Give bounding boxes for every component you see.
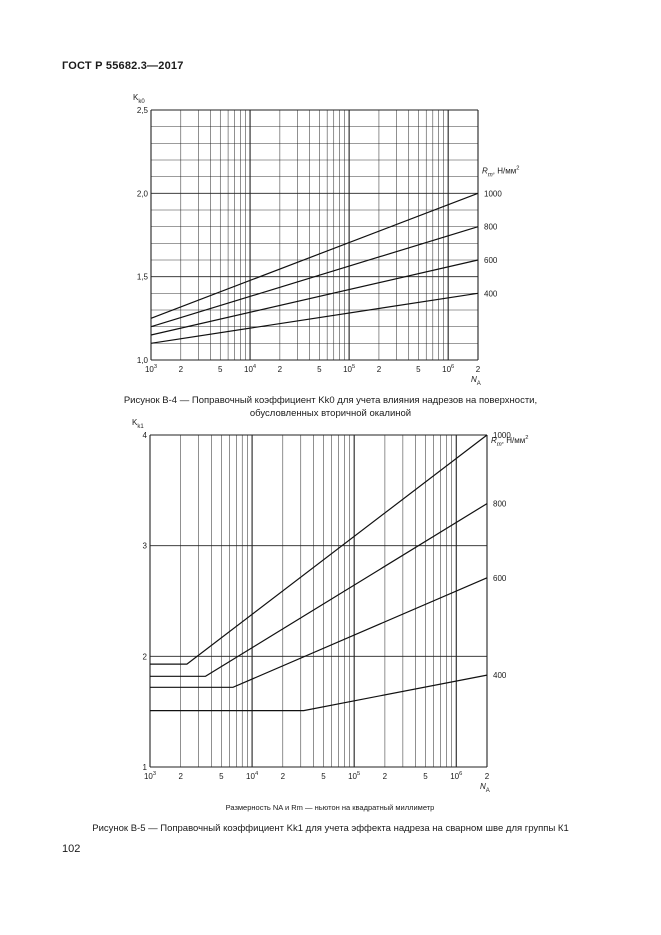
y-axis-label: $K_{k0}$ [133, 93, 145, 105]
x-tick-label: 5 [219, 772, 224, 781]
series-line-400 [151, 293, 478, 343]
y-axis-label: $K_{k1}$ [132, 418, 144, 430]
y-tick-label: 4 [142, 431, 147, 440]
figure1-caption-line2: обусловленных вторичной окалиной [249, 408, 412, 419]
y-tick-label: 1,0 [136, 356, 148, 365]
x-tick-label: $10^6$ [442, 364, 455, 374]
x-tick-label: $10^5$ [343, 364, 356, 374]
legend-title: $R_m$, $Н/мм^2$ [491, 435, 529, 448]
page-number: 102 [62, 843, 81, 855]
y-tick-label: 2 [142, 652, 147, 662]
series-label-600: 600 [493, 573, 507, 583]
chart-1-grid [151, 110, 478, 360]
document-header: ГОСТ Р 55682.3—2017 [62, 60, 184, 72]
y-tick-label: 1,5 [136, 272, 148, 282]
series-line-1000 [151, 193, 478, 318]
x-tick-label: $10^4$ [244, 364, 257, 374]
x-axis-label: $N_A$ [471, 375, 481, 387]
x-tick-label: $10^4$ [246, 771, 259, 781]
x-tick-label: 2 [382, 772, 388, 781]
x-tick-label: 5 [321, 772, 326, 781]
series-line-1000 [150, 435, 487, 664]
units-note: Размерность NA и Rm — ньютон на квадратный миллиметр [225, 803, 435, 812]
x-tick-label: 5 [317, 365, 322, 374]
series-label-800: 800 [493, 499, 507, 509]
x-tick-label: 5 [423, 772, 428, 781]
y-tick-label: 2,0 [136, 189, 148, 199]
series-label-600: 600 [484, 256, 498, 265]
series-line-400 [150, 675, 487, 711]
x-tick-label: 2 [376, 365, 382, 374]
x-tick-label: $10^5$ [348, 771, 361, 781]
series-label-800: 800 [484, 222, 498, 232]
legend-title: $R_m$, $Н/мм^2$ [482, 165, 520, 179]
y-tick-label: 1 [142, 763, 147, 772]
x-tick-label: 2 [178, 365, 184, 374]
x-tick-label: $10^3$ [144, 364, 158, 374]
figure1-caption-line1: Рисунок В-4 — Поправочный коэффициент Kk0 для учета влияния надрезов на поверхности, [123, 395, 538, 406]
series-line-600 [151, 260, 478, 335]
figure1-caption [40, 394, 621, 420]
x-tick-label: 2 [475, 365, 481, 374]
y-tick-label: 3 [142, 541, 147, 551]
series-label-1000: 1000 [484, 189, 502, 199]
series-label-400: 400 [493, 671, 507, 681]
x-tick-label: 2 [280, 772, 286, 781]
x-axis-label: $N_A$ [480, 782, 490, 794]
y-tick-label: 2,5 [136, 106, 148, 115]
x-tick-label: 5 [218, 365, 223, 374]
x-tick-label: $10^6$ [450, 771, 463, 781]
series-label-400: 400 [484, 289, 498, 299]
x-tick-label: 2 [277, 365, 283, 374]
x-tick-label: $10^3$ [143, 771, 157, 781]
chart-2-grid [150, 435, 487, 767]
x-tick-label: 2 [484, 772, 490, 781]
series-line-600 [150, 578, 487, 688]
series-label-1000: 1000 [493, 431, 511, 440]
x-tick-label: 5 [416, 365, 421, 374]
x-tick-label: 2 [178, 772, 183, 781]
figure2-caption: Рисунок В-5 — Поправочный коэффициент Kk1 для учета эффекта надреза на сварном шве для группы К1 [92, 823, 569, 834]
